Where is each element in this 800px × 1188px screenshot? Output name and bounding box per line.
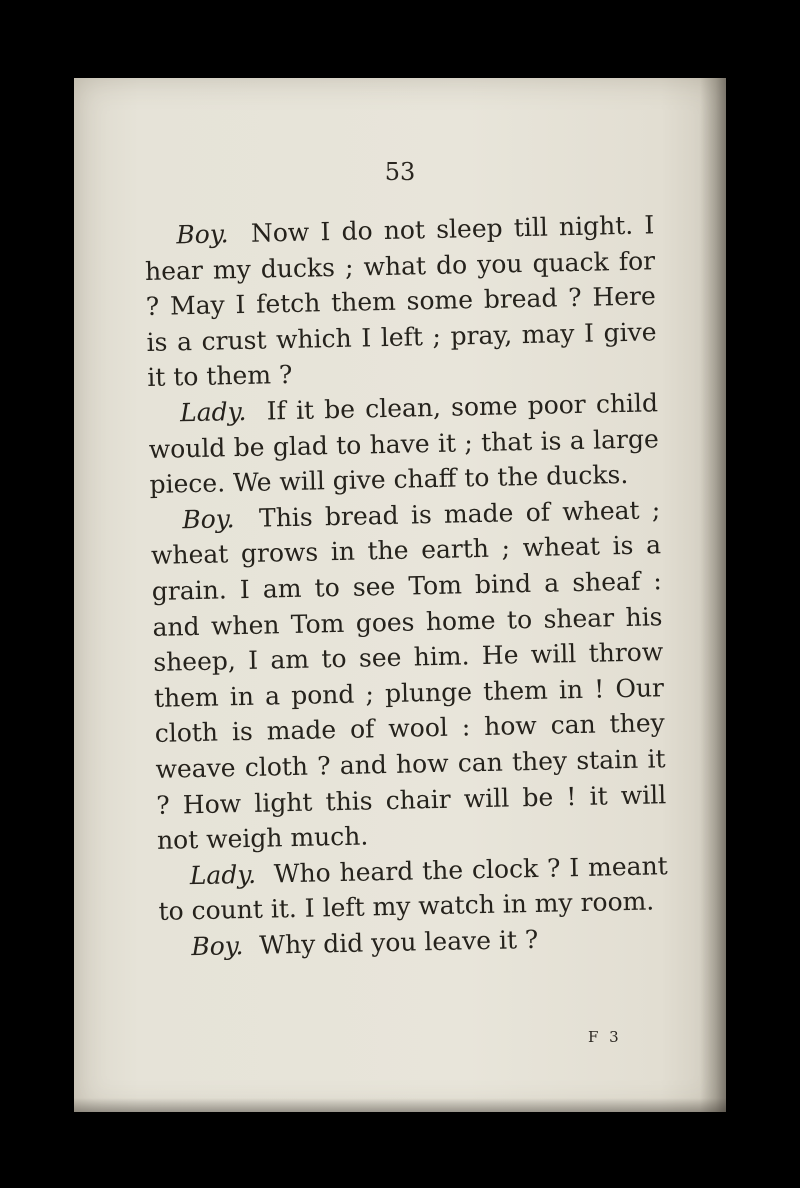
page-number: 53 <box>384 158 416 186</box>
paragraph-text: Why did you leave it ? <box>259 924 539 960</box>
speaker-label: Boy. <box>190 930 244 962</box>
speaker-label: Boy. <box>182 503 235 535</box>
page-bottom-shadow <box>74 1098 726 1112</box>
paragraph-3 <box>150 492 667 859</box>
paragraph-text: This bread is made of wheat ; wheat grows in the earth ; wheat is a grain. I am to see Tom bind a sheaf : and when Tom goes home to shear his sheep, I am to see him. He will throw them in a pond ; plunge them in ! Our cloth is made of wool : how can they weave cloth ? and how can they stain it ? How light this chair will be ! it will not weigh much. <box>150 495 667 855</box>
paragraph-2 <box>148 385 660 502</box>
paragraph-text: Now I do not sleep till night. I hear my ducks ; what do you quack for ? May I fetch them some bread ? Here is a crust which I left ; pray, may I give it to them ? <box>144 210 657 393</box>
speaker-label: Lady. <box>179 396 247 428</box>
paragraph-text: Who heard the clock ? I meant to count it. I left my watch in my room. <box>158 850 668 927</box>
page-edge-shadow <box>700 78 726 1112</box>
paragraph-text: If it be clean, some poor child would be glad to have it ; that is a large piece. We will give chaff to the ducks. <box>148 388 660 500</box>
signature-mark: F 3 <box>588 1028 622 1046</box>
page-text-block <box>144 207 670 965</box>
paragraph-1 <box>144 207 658 396</box>
book-page <box>74 78 726 1112</box>
speaker-label: Boy. <box>176 219 229 250</box>
paragraph-4 <box>157 848 668 930</box>
speaker-label: Lady. <box>189 859 257 890</box>
